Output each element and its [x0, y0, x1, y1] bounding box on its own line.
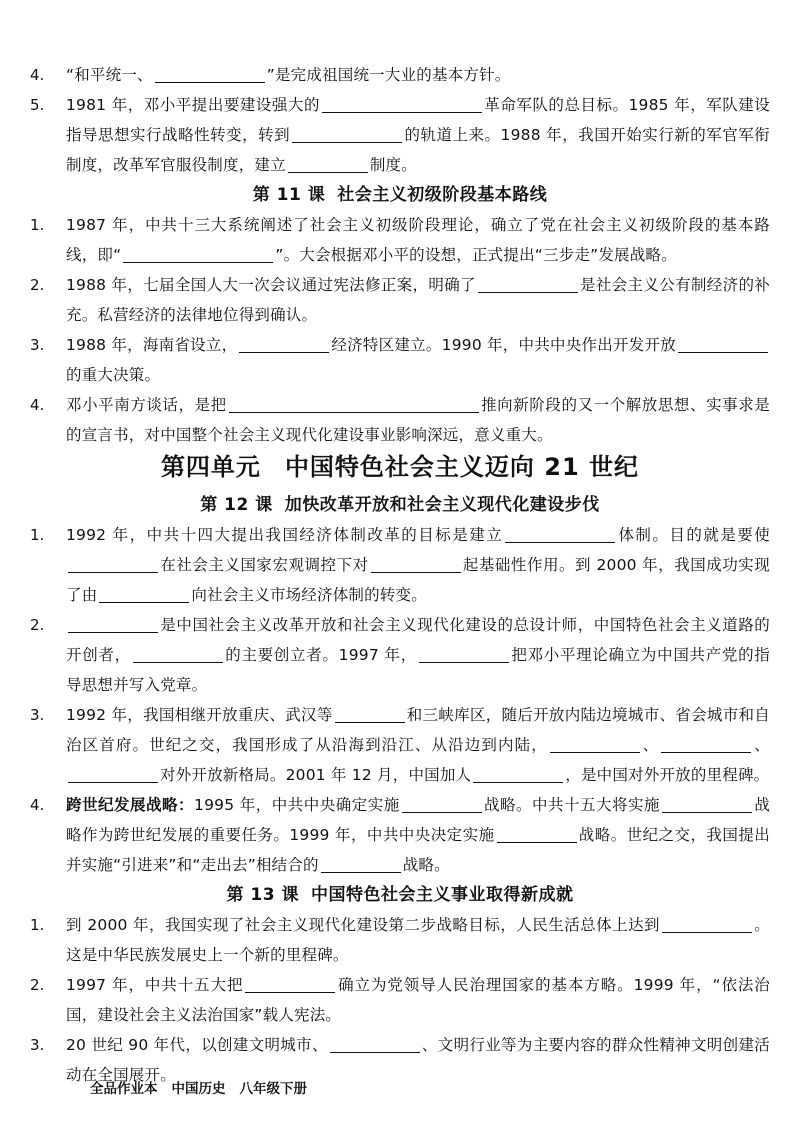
question-text: 1997 年，中共十五大把 — [66, 976, 244, 994]
question-text: 1981 年，邓小平提出要建设强大的 — [66, 96, 320, 114]
lesson-title: 社会主义初级阶段基本路线 — [337, 185, 548, 205]
question-number: 5. — [30, 96, 45, 114]
question-text: 的主要创立者。1997 年， — [224, 646, 417, 664]
question-text: 和三峡库区，随后开放内陆边境城市、省会城市和自治区首府。世纪之交，我国形成了从沿海到沿江、从沿边到内陆， — [66, 706, 770, 754]
question-text: 战略。 — [402, 856, 450, 874]
footer-subject: 中国历史 — [171, 1081, 226, 1097]
lesson-number: 第 13 课 — [226, 885, 299, 905]
question-number: 4. — [30, 796, 45, 814]
question-text: 战略。世纪之交，我国提出并实施“引进来”和“走出去”相结合的 — [66, 826, 770, 874]
lesson-11-question-2 — [0, 270, 800, 330]
question-text: 把邓小平理论确立为中国共产党的指导思想并写入党章。 — [66, 646, 770, 694]
question-text: 对外开放新格局。2001 年 12 月，中国加人 — [160, 766, 472, 784]
question-number: 3. — [30, 1036, 45, 1054]
answer-blank[interactable] — [68, 554, 158, 573]
answer-blank[interactable] — [473, 764, 563, 783]
question-text: 的轨道上来。1988 年，我国开始实行新的军官军衔制度，改革军官服役制度，建立 — [66, 126, 771, 174]
answer-blank[interactable] — [505, 524, 615, 543]
answer-blank[interactable] — [321, 854, 401, 873]
lesson-11-title — [0, 180, 800, 210]
question-text: “和平统一、 — [66, 66, 153, 84]
question-number: 2. — [30, 976, 45, 994]
footer-book: 全品作业本 — [90, 1081, 158, 1097]
lesson-11-question-4 — [0, 390, 800, 450]
lesson-number: 第 11 课 — [252, 185, 326, 205]
question-text: ”。大会根据邓小平的设想，正式提出“三步走”发展战略。 — [275, 246, 677, 264]
answer-blank[interactable] — [678, 334, 768, 353]
question-number: 4. — [30, 396, 45, 414]
lesson-11-question-3 — [0, 330, 800, 390]
answer-blank[interactable] — [335, 704, 405, 723]
question-text: 到 2000 年，我国实现了社会主义现代化建设第二步战略目标，人民生活总体上达到 — [66, 916, 661, 934]
answer-blank[interactable] — [123, 244, 273, 263]
question-text: 革命军队的总目标。1985 年，军队建设指导思想实行战略性转变，转到 — [66, 96, 771, 144]
unit-4-heading — [0, 447, 800, 487]
question-text: 1992 年，中共十四大提出我国经济体制改革的目标是建立 — [66, 526, 504, 544]
question-text: ”是完成祖国统一大业的基本方针。 — [266, 66, 511, 84]
question-number: 3. — [30, 336, 45, 354]
question-text: 起基础性作用。到 2000 年，我国成功实现了由 — [66, 556, 770, 604]
question-text: 战略。中共十五大将实施 — [483, 796, 661, 814]
question-number: 1. — [30, 216, 45, 234]
question-text: 推向新阶段的又一个解放思想、实事求是的宣言书，对中国整个社会主义现代化建设事业影响深远，意义重大。 — [66, 396, 770, 444]
page-footer — [90, 1078, 321, 1100]
answer-blank[interactable] — [245, 974, 335, 993]
lesson-13-title — [0, 880, 800, 910]
lesson-11-question-1 — [0, 210, 800, 270]
question-text: 在社会主义国家宏观调控下对 — [160, 556, 369, 574]
answer-blank[interactable] — [497, 824, 577, 843]
question-text: 1987 年，中共十三大系统阐述了社会主义初级阶段理论，确立了党在社会主义初级阶段的基本路线，即“ — [66, 216, 770, 264]
answer-blank[interactable] — [133, 644, 223, 663]
answer-blank[interactable] — [550, 734, 640, 753]
answer-blank[interactable] — [402, 794, 482, 813]
question-text: 向社会主义市场经济体制的转变。 — [191, 586, 427, 604]
question-text: 是中国社会主义改革开放和社会主义现代化建设的总设计师，中国特色社会主义道路的开创者， — [66, 616, 770, 664]
question-number: 4. — [30, 66, 45, 84]
separator: 、 — [641, 736, 660, 754]
answer-blank[interactable] — [371, 554, 461, 573]
question-text: 1995 年，中共中央确定实施 — [194, 796, 400, 814]
question-text: 1988 年，海南省设立， — [66, 336, 238, 354]
question-text: 邓小平南方谈话，是把 — [66, 396, 227, 414]
lesson-12-question-4 — [0, 790, 800, 880]
question-lead: 跨世纪发展战略： — [66, 796, 195, 814]
lesson-12-title — [0, 490, 800, 520]
question-number: 3. — [30, 706, 45, 724]
question-text: 、文明行业等为主要内容的群众性精神文明创建活动在全国展开。 — [66, 1036, 770, 1084]
question-text: 制度。 — [369, 156, 417, 174]
separator: 、 — [753, 736, 770, 754]
question-text: 是社会主义公有制经济的补充。私营经济的法律地位得到确认。 — [66, 276, 770, 324]
lesson-13-question-2 — [0, 970, 800, 1030]
answer-blank[interactable] — [239, 334, 329, 353]
answer-blank[interactable] — [288, 154, 368, 173]
answer-blank[interactable] — [68, 614, 158, 633]
footer-grade: 八年级下册 — [239, 1081, 307, 1097]
lesson-title: 加快改革开放和社会主义现代化建设步伐 — [284, 495, 600, 515]
answer-blank[interactable] — [662, 914, 752, 933]
lesson-title: 中国特色社会主义事业取得新成就 — [311, 885, 574, 905]
answer-blank[interactable] — [330, 1034, 420, 1053]
answer-blank[interactable] — [322, 94, 482, 113]
answer-blank[interactable] — [68, 764, 158, 783]
question-text: 。这是中华民族发展史上一个新的里程碑。 — [66, 916, 771, 964]
question-text: ，是中国对外开放的里程碑。 — [565, 766, 770, 784]
answer-blank[interactable] — [478, 274, 578, 293]
question-number: 2. — [30, 616, 45, 634]
lesson-12-question-2 — [0, 610, 800, 700]
question-number: 2. — [30, 276, 45, 294]
lesson-number: 第 12 课 — [200, 495, 273, 515]
answer-blank[interactable] — [99, 584, 189, 603]
question-text: 1992 年，我国相继开放重庆、武汉等 — [66, 706, 333, 724]
question-text: 战略作为跨世纪发展的重要任务。1999 年，中共中央决定实施 — [66, 796, 771, 844]
answer-blank[interactable] — [662, 794, 752, 813]
question-top-5 — [0, 90, 800, 180]
question-text: 确立为党领导人民治理国家的基本方略。1999 年，“依法治国，建设社会主义法治国家”载人宪法。 — [66, 976, 770, 1024]
question-number: 1. — [30, 916, 45, 934]
question-text: 经济特区建立。1990 年，中共中央作出开发开放 — [331, 336, 676, 354]
question-text: 1988 年，七届全国人大一次会议通过宪法修正案，明确了 — [66, 276, 476, 294]
lesson-13-question-1 — [0, 910, 800, 970]
lesson-12-question-1 — [0, 520, 800, 610]
answer-blank[interactable] — [419, 644, 509, 663]
question-text: 的重大决策。 — [66, 366, 161, 384]
question-top-4 — [0, 60, 800, 90]
question-text: 20 世纪 90 年代，以创建文明城市、 — [66, 1036, 328, 1054]
lesson-12-question-3 — [0, 700, 800, 790]
answer-blank[interactable] — [155, 64, 265, 83]
answer-blank[interactable] — [292, 124, 402, 143]
answer-blank[interactable] — [229, 394, 479, 413]
unit-title: 中国特色社会主义迈向 21 世纪 — [284, 453, 640, 481]
question-text: 体制。目的就是要使 — [617, 526, 770, 544]
unit-label: 第四单元 — [160, 453, 261, 481]
question-number: 1. — [30, 526, 45, 544]
answer-blank[interactable] — [661, 734, 751, 753]
